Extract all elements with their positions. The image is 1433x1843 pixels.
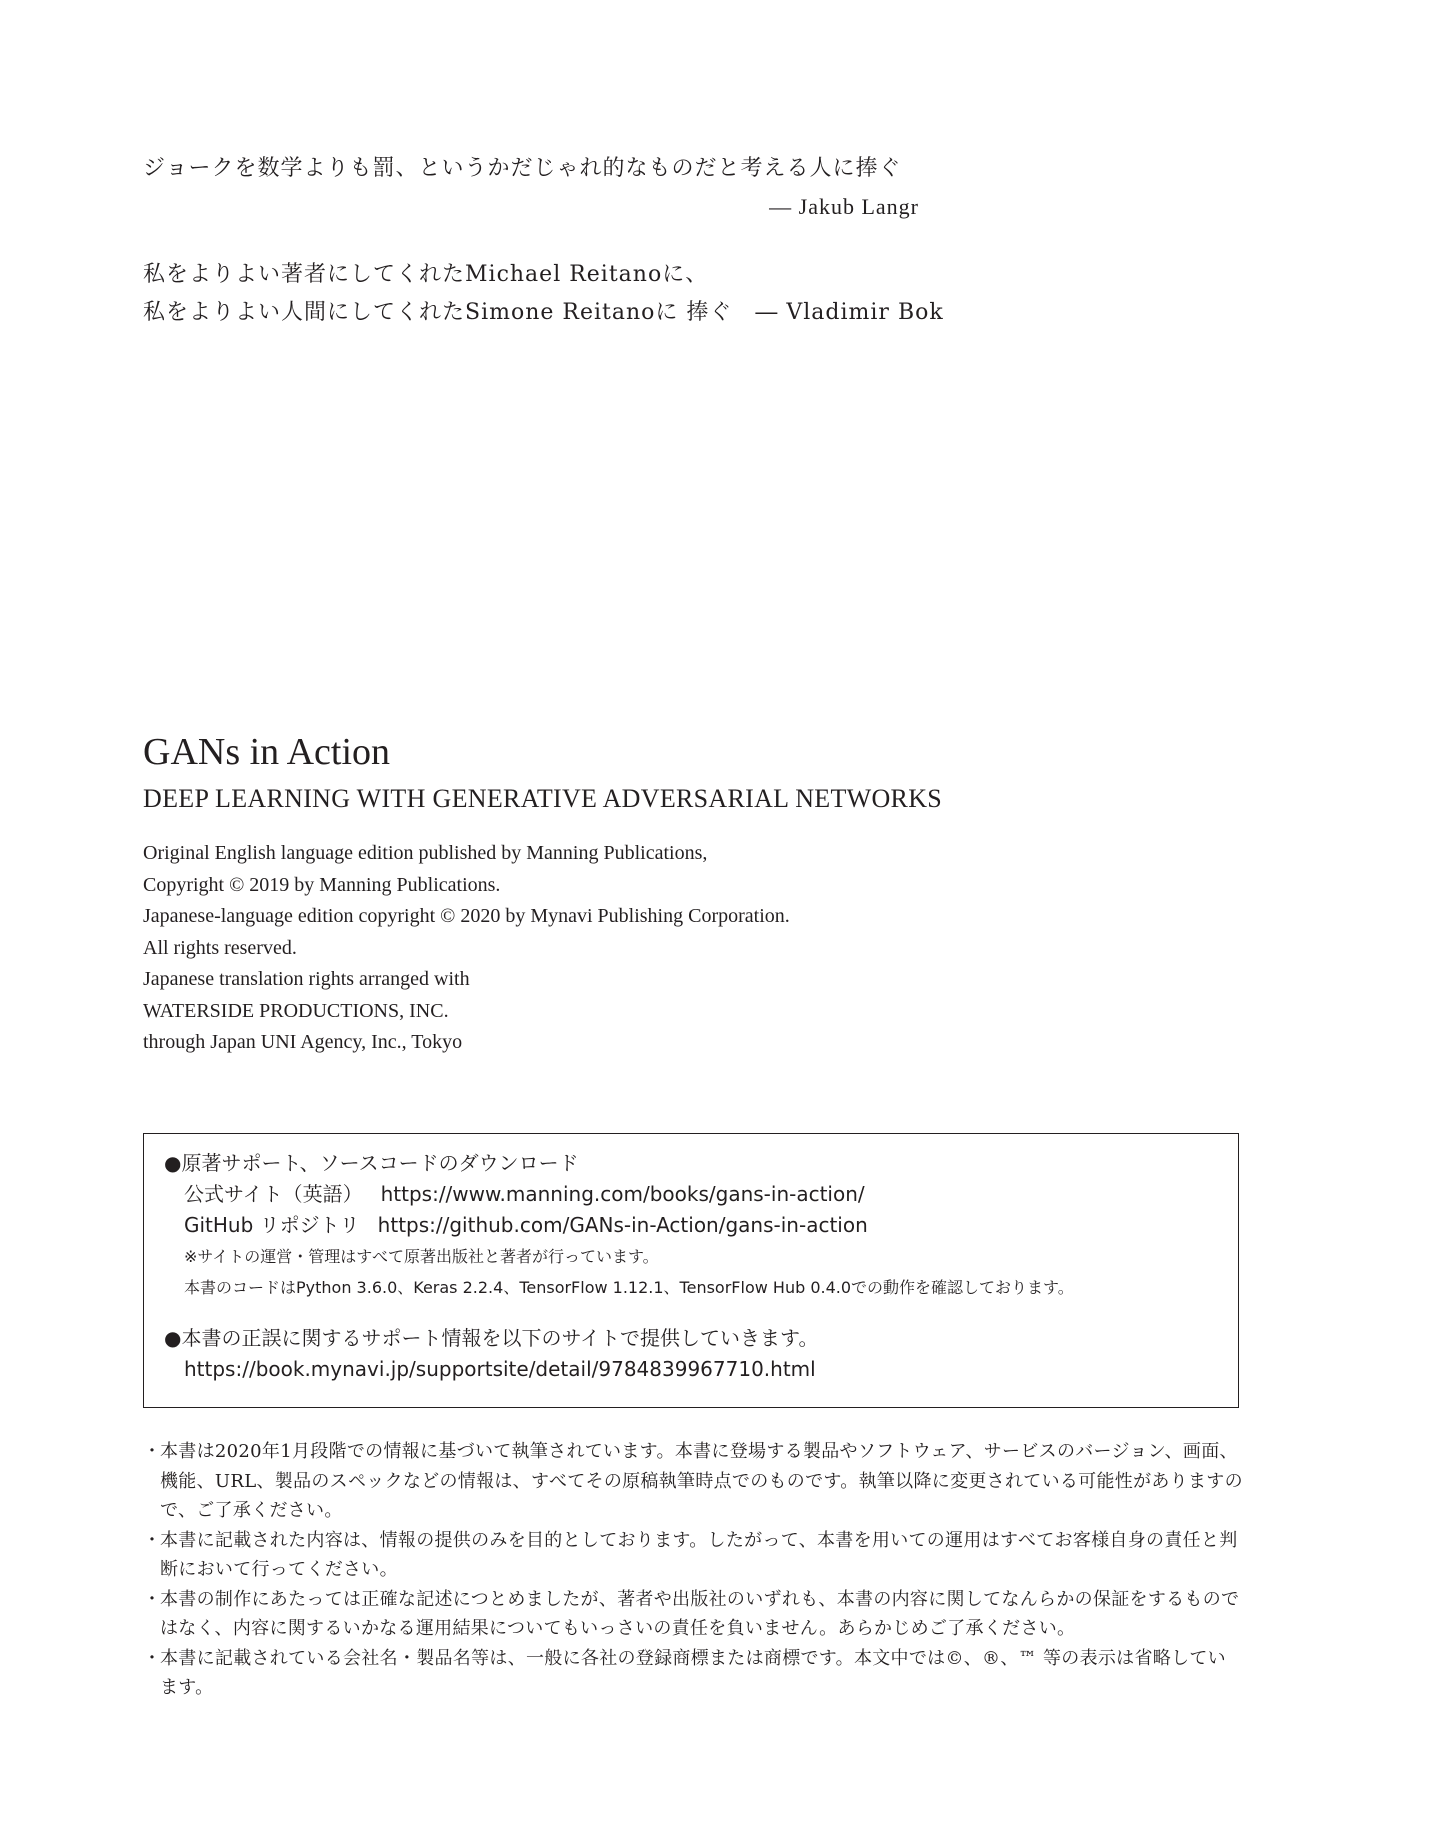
support-heading-errata [164, 1323, 1238, 1354]
bullet-icon: ● [164, 1151, 182, 1175]
official-site-label: 公式サイト（英語） [184, 1182, 363, 1206]
support-heading-original [164, 1148, 1238, 1179]
notice-item [143, 1526, 1243, 1585]
dedication-line: 私をよりよい著者にしてくれたMichael Reitanoに、 [143, 262, 709, 287]
heading-text: 本書の正誤に関するサポート情報を以下のサイトで提供していきます。 [181, 1326, 819, 1350]
official-site-row [164, 1179, 1238, 1210]
github-row [164, 1210, 1238, 1241]
dedication-author: ― Jakub Langr [769, 194, 919, 219]
notice-text: 本書に記載された内容は、情報の提供のみを目的としております。したがって、本書を用いての運用はすべてお客様自身の責任と判断において行ってください。 [160, 1529, 1238, 1580]
book-subtitle: DEEP LEARNING WITH GENERATIVE ADVERSARIAL NETWORKS [143, 784, 943, 813]
rights-line: WATERSIDE PRODUCTIONS, INC. [143, 999, 449, 1022]
dedication-line: ジョークを数学よりも罰、というかだじゃれ的なものだと考える人に捧ぐ [143, 156, 902, 181]
rights-line: Copyright © 2019 by Manning Publications. [143, 873, 501, 896]
support-box [143, 1133, 1239, 1408]
dedication-vladimir [143, 256, 944, 332]
bullet-icon: ・ [143, 1588, 162, 1610]
rights-line: All rights reserved. [143, 936, 297, 959]
dedication-jakub [143, 150, 923, 226]
rights-line: Original English language edition published by Manning Publications, [143, 842, 708, 864]
site-note: ※サイトの運営・管理はすべて原著出版社と著者が行っています。 [184, 1247, 659, 1266]
notices [143, 1437, 1243, 1703]
rights-line: Japanese translation rights arranged with [143, 968, 470, 990]
book-title: GANs in Action [143, 731, 390, 773]
notice-text: 本書に記載されている会社名・製品名等は、一般に各社の登録商標または商標です。本文中では©、®、™ 等の表示は省略しています。 [160, 1647, 1226, 1698]
bullet-icon: ・ [143, 1529, 162, 1551]
bullet-icon: ● [164, 1326, 182, 1350]
rights-block [143, 838, 790, 1059]
notice-item [143, 1644, 1243, 1703]
notice-text: 本書は2020年1月段階での情報に基づいて執筆されています。本書に登場する製品やソフトウェア、サービスのバージョン、画面、機能、URL、製品のスペックなどの情報は、すべてその原稿執筆時点でのものです。執筆以降に変更されている可能性がありますので、ご了承ください。 [160, 1441, 1243, 1521]
github-label: GitHub リポジトリ [184, 1213, 360, 1237]
rights-line: through Japan UNI Agency, Inc., Tokyo [143, 1031, 463, 1053]
notice-item [143, 1585, 1243, 1644]
dedication-line: 私をよりよい人間にしてくれたSimone Reitanoに 捧ぐ ― Vladimir Bok [143, 300, 944, 325]
errata-link[interactable]: https://book.mynavi.jp/supportsite/detail/9784839967710.html [184, 1357, 816, 1381]
code-env-note: 本書のコードはPython 3.6.0、Keras 2.2.4、TensorFlow 1.12.1、TensorFlow Hub 0.4.0での動作を確認しております。 [184, 1278, 1074, 1297]
bullet-icon: ・ [143, 1647, 162, 1669]
heading-text: 原著サポート、ソースコードのダウンロード [181, 1151, 579, 1175]
github-link[interactable]: https://github.com/GANs-in-Action/gans-in-action [377, 1213, 868, 1237]
notice-item [143, 1437, 1243, 1526]
rights-line: Japanese-language edition copyright © 2020 by Mynavi Publishing Corporation. [143, 905, 790, 927]
official-site-link[interactable]: https://www.manning.com/books/gans-in-action/ [380, 1182, 865, 1206]
bullet-icon: ・ [143, 1441, 162, 1462]
notice-text: 本書の制作にあたっては正確な記述につとめましたが、著者や出版社のいずれも、本書の内容に関してなんらかの保証をするものではなく、内容に関するいかなる運用結果についてもいっさいの責任を負いません。あらかじめご了承ください。 [160, 1588, 1240, 1639]
